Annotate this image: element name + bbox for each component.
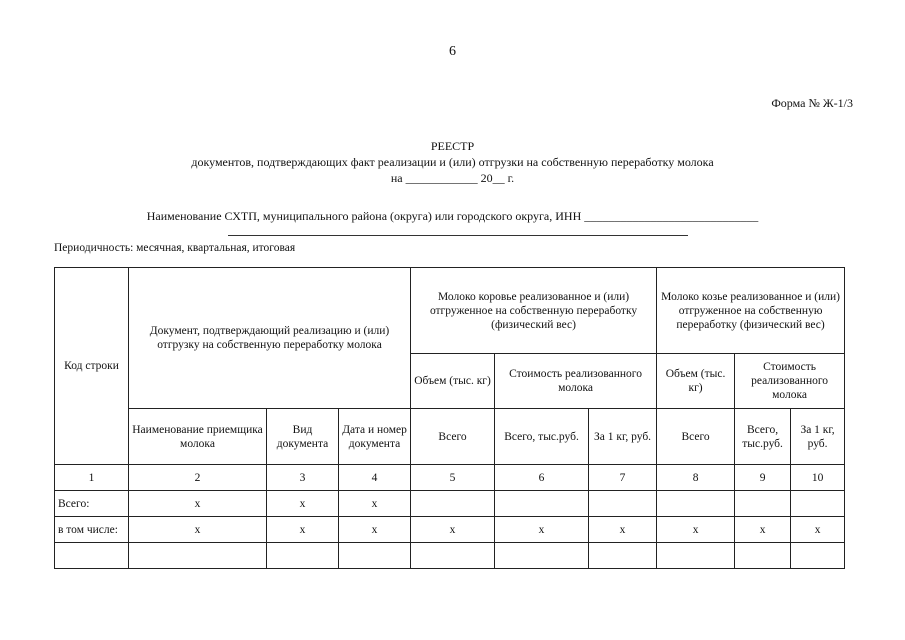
table-cell bbox=[495, 543, 589, 569]
column-number: 3 bbox=[267, 465, 339, 491]
table-cell bbox=[657, 491, 735, 517]
table-cell: x bbox=[411, 517, 495, 543]
registry-table bbox=[54, 267, 845, 569]
table-row-total bbox=[55, 491, 845, 517]
header-goat-total-rub: Всего, тыс.руб. bbox=[735, 409, 791, 465]
table-cell bbox=[589, 543, 657, 569]
table-cell bbox=[267, 543, 339, 569]
column-number: 9 bbox=[735, 465, 791, 491]
title-line-3: на ____________ 20__ г. bbox=[390, 171, 515, 185]
header-cow-cost: Стоимость реализованного молока bbox=[495, 354, 657, 409]
header-cow-total-rub: Всего, тыс.руб. bbox=[495, 409, 589, 465]
header-row-1 bbox=[55, 268, 845, 354]
header-cow-per-kg: За 1 кг, руб. bbox=[589, 409, 657, 465]
table-cell: x bbox=[339, 491, 411, 517]
table-cell bbox=[791, 543, 845, 569]
table-cell bbox=[411, 491, 495, 517]
row-label: Всего: bbox=[55, 491, 129, 517]
column-number: 5 bbox=[411, 465, 495, 491]
table-cell: x bbox=[495, 517, 589, 543]
organization-underline bbox=[228, 235, 688, 236]
header-goat-total: Всего bbox=[657, 409, 735, 465]
table-cell bbox=[339, 543, 411, 569]
table-cell bbox=[657, 543, 735, 569]
header-cow-milk-group: Молоко коровье реализованное и (или) отгруженное на собственную переработку (физический вес) bbox=[411, 268, 657, 354]
periodicity-text: Периодичность: месячная, квартальная, итоговая bbox=[54, 242, 296, 254]
table-row-including bbox=[55, 517, 845, 543]
document-title bbox=[0, 138, 905, 186]
column-number: 6 bbox=[495, 465, 589, 491]
organization-line: Наименование СХТП, муниципального района (округа) или городского округа, ИНН _____________________________ bbox=[146, 209, 759, 223]
table-cell bbox=[735, 491, 791, 517]
header-goat-milk-group: Молоко козье реализованное и (или) отгруженное на собственную переработку (физический вес) bbox=[657, 268, 845, 354]
header-cow-total: Всего bbox=[411, 409, 495, 465]
header-goat-cost: Стоимость реализованного молока bbox=[735, 354, 845, 409]
row-label bbox=[55, 543, 129, 569]
header-cow-volume: Объем (тыс. кг) bbox=[411, 354, 495, 409]
header-doc-date-number: Дата и номер документа bbox=[339, 409, 411, 465]
table-cell: x bbox=[791, 517, 845, 543]
title-line-2: документов, подтверждающих факт реализации и (или) отгрузки на собственную переработку молока bbox=[191, 155, 714, 169]
form-number: Форма № Ж-1/3 bbox=[771, 96, 853, 110]
column-number-row bbox=[55, 465, 845, 491]
table-cell: x bbox=[339, 517, 411, 543]
header-document-group: Документ, подтверждающий реализацию и (или) отгрузку на собственную переработку молока bbox=[129, 268, 411, 409]
table-cell: x bbox=[129, 491, 267, 517]
column-number: 1 bbox=[55, 465, 129, 491]
header-row-code: Код строки bbox=[55, 268, 129, 465]
column-number: 7 bbox=[589, 465, 657, 491]
table-cell bbox=[735, 543, 791, 569]
table-cell: x bbox=[267, 517, 339, 543]
column-number: 2 bbox=[129, 465, 267, 491]
header-goat-volume: Объем (тыс. кг) bbox=[657, 354, 735, 409]
header-row-3 bbox=[55, 409, 845, 465]
table-cell bbox=[589, 491, 657, 517]
page-number: 6 bbox=[449, 44, 456, 59]
column-number: 4 bbox=[339, 465, 411, 491]
row-label: в том числе: bbox=[55, 517, 129, 543]
table-cell bbox=[411, 543, 495, 569]
table-cell: x bbox=[267, 491, 339, 517]
table-row-empty bbox=[55, 543, 845, 569]
table-cell bbox=[129, 543, 267, 569]
table-cell: x bbox=[589, 517, 657, 543]
table-cell: x bbox=[129, 517, 267, 543]
table-cell: x bbox=[735, 517, 791, 543]
column-number: 8 bbox=[657, 465, 735, 491]
header-goat-per-kg: За 1 кг, руб. bbox=[791, 409, 845, 465]
column-number: 10 bbox=[791, 465, 845, 491]
table-cell bbox=[495, 491, 589, 517]
header-doc-type: Вид документа bbox=[267, 409, 339, 465]
title-line-1: РЕЕСТР bbox=[430, 139, 475, 153]
table-cell bbox=[791, 491, 845, 517]
table-cell: x bbox=[657, 517, 735, 543]
header-receiver-name: Наименование приемщика молока bbox=[129, 409, 267, 465]
